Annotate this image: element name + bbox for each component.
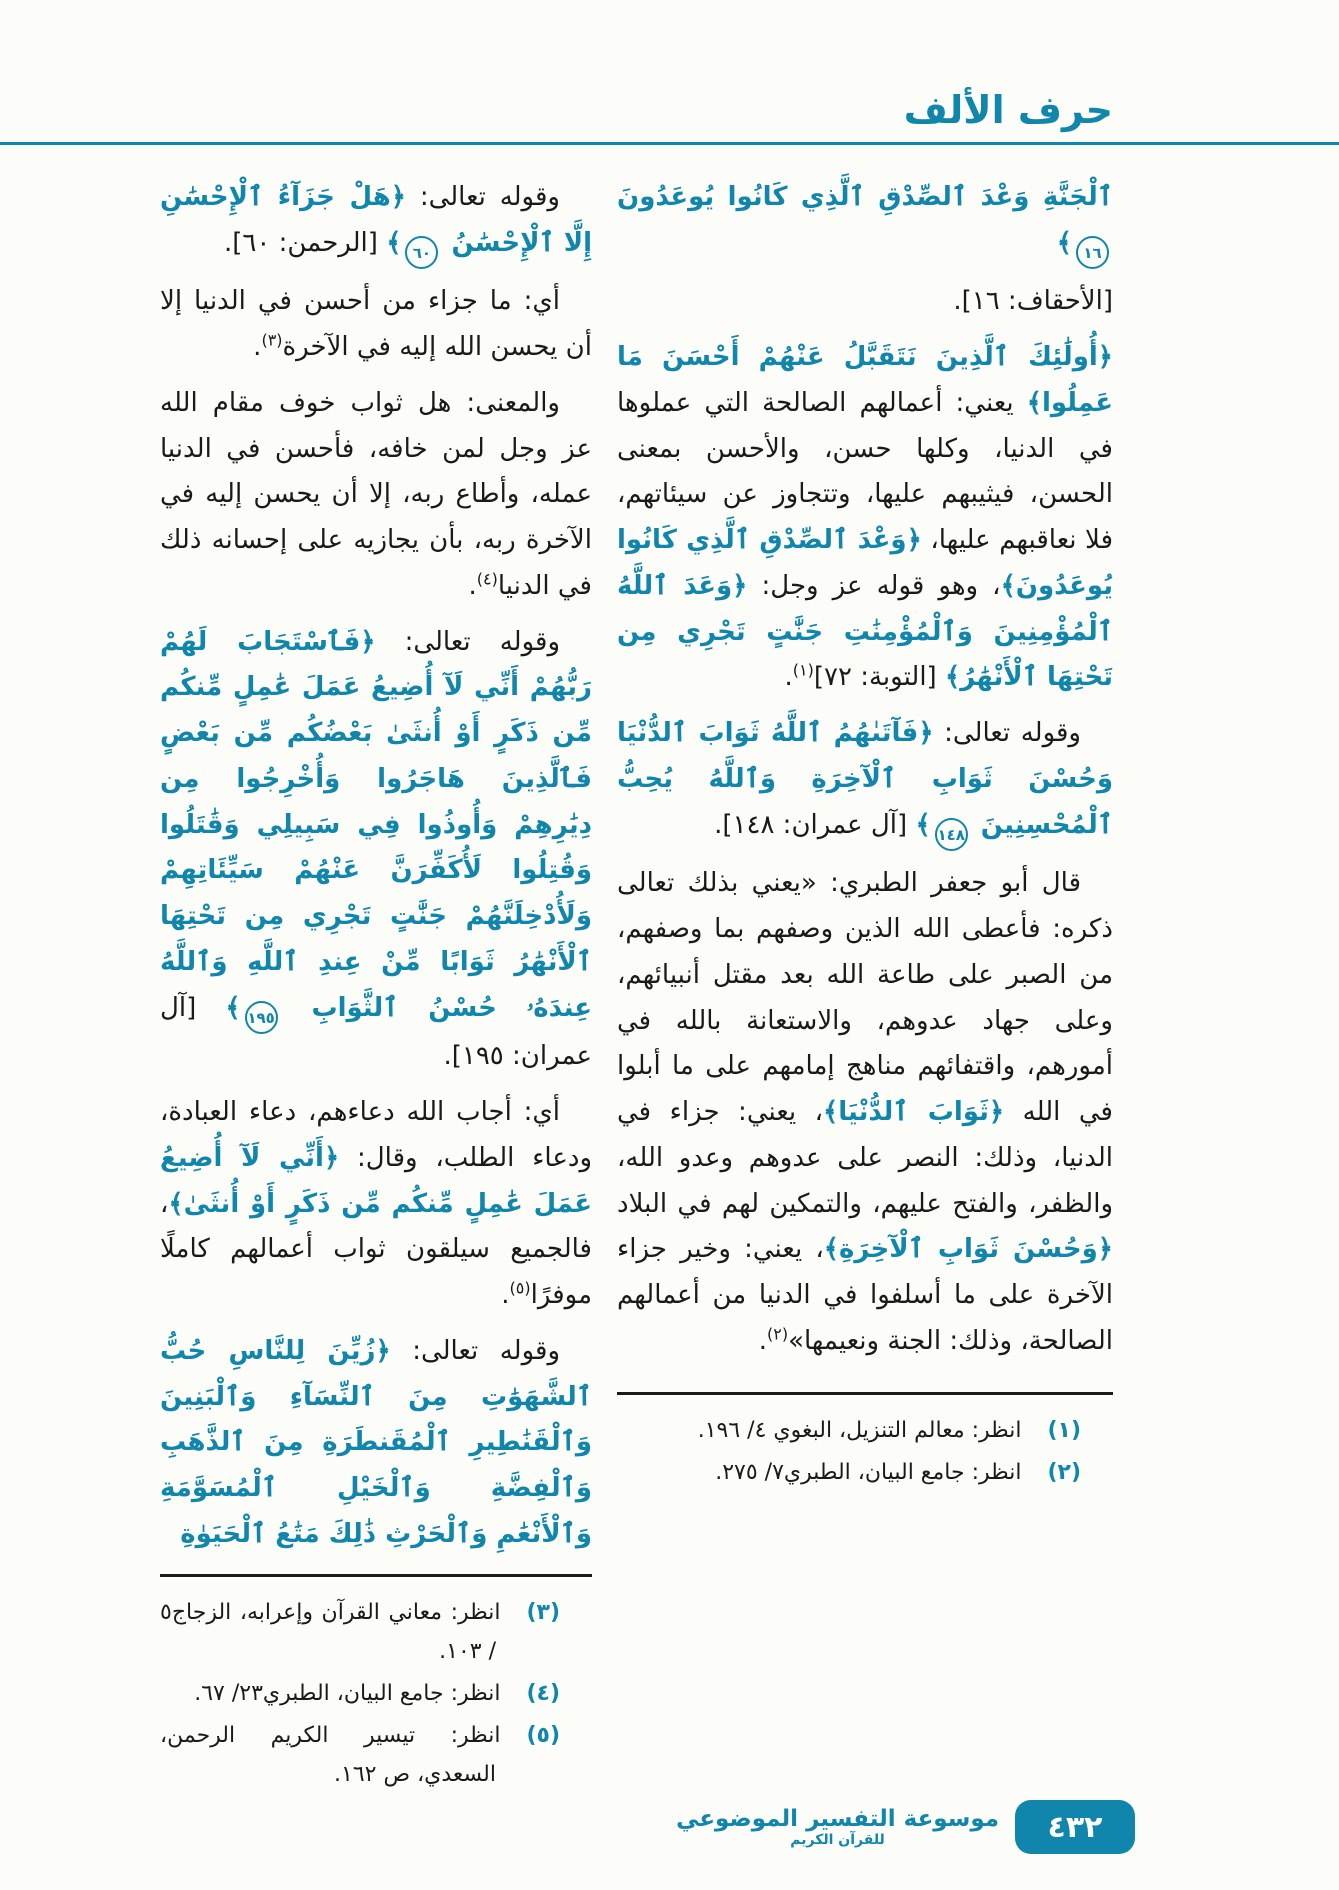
- body-text: أي: ما جزاء من أحسن في الدنيا إلا أن يحسن الله إليه في الآخرة: [160, 286, 592, 363]
- body-text: قال أبو جعفر الطبري: «يعني بذلك تعالى ذكره: فأعطى الله الذين وصفهم بما وصفهم، من الصبر على طاعة الله بعد مقتل أنبيائهم، وعلى جهاد عدوهم، والاستعانة بالله في أمورهم، واقتفائهم مناهج إمامهم على ما أبلوا في الله: [617, 868, 1113, 1128]
- quran-quote: ﴿فَآتَىٰهُمُ ٱللَّهُ ثَوَابَ ٱلدُّنْيَا وَحُسْنَ ثَوَابِ ٱلْآخِرَةِ وَٱللَّهُ يُحِبُّ ٱلْمُحْسِنِينَ: [617, 718, 1113, 840]
- quran-quote: ﴿وَحُسْنَ ثَوَابِ ٱلْآخِرَةِ﴾: [823, 1234, 1113, 1265]
- verse-reference: [الأحقاف: ١٦].: [953, 286, 1113, 317]
- footnote-marker: (٢): [766, 1324, 789, 1344]
- quran-citation-paragraph: [160, 620, 592, 1080]
- quran-bracket: ﴾: [915, 809, 931, 840]
- body-text: .: [784, 662, 793, 693]
- body-text: وقوله تعالى:: [390, 1335, 560, 1366]
- quran-quote: ﴿ثَوَابَ ٱلدُّنْيَا﴾: [823, 1097, 1005, 1128]
- body-text: وقوله تعالى:: [933, 718, 1081, 749]
- verse-reference: [آل عمران: ١٩٥].: [160, 992, 592, 1072]
- footnote-number: (٣): [526, 1599, 560, 1625]
- footnotes-section-left: [160, 1568, 592, 1798]
- verse-reference-line: [617, 279, 1113, 325]
- footnote: [617, 1453, 1113, 1492]
- tafsir-paragraph: [160, 381, 592, 610]
- footnote: [160, 1593, 592, 1671]
- body-text: والمعنى: هل ثواب خوف مقام الله عز وجل لمن خافه، فأحسن في الدنيا عمله، وأطاع ربه، إلا أن يحسن إليه في الآخرة ربه، بأن يجازيه على إحسانه ذلك في الدنيا: [160, 387, 592, 601]
- body-text: ، وهو قوله عز وجل:: [747, 570, 1001, 601]
- footnotes-section-right: [617, 1386, 1113, 1495]
- quran-bracket: ﴾: [1056, 227, 1072, 258]
- tafsir-paragraph: [617, 861, 1113, 1364]
- body-text: .: [501, 1280, 510, 1311]
- ayah-number: ١٦: [1076, 236, 1109, 269]
- footnote-text: انظر: معالم التنزيل، البغوي ٤/ ١٩٦.: [697, 1417, 1022, 1443]
- column-left: [160, 175, 592, 1797]
- quran-quote: ﴿أَنِّي لَآ أُضِيعُ عَمَلَ عَٰمِلٍ مِّنكُم مِّن ذَكَرٍ أَوْ أُنثَىٰ﴾: [160, 1142, 592, 1219]
- publisher-seal: [676, 1806, 999, 1849]
- footnote-marker: (١): [792, 660, 814, 680]
- column-right: [617, 175, 1113, 1495]
- body-text: يعني: أعمالهم الصالحة التي عملوها في الدنيا، وكلها حسن، والأحسن بمعنى الحسن، فيثيبهم عليها، وتتجاوز عن سيئاتهم، فلا نعاقبهم عليها،: [617, 387, 1113, 556]
- footnote-marker: (٤): [476, 569, 498, 589]
- footnote-text: انظر: تيسير الكريم الرحمن، السعدي، ص ١٦٢.: [160, 1723, 501, 1788]
- footnote-marker: (٥): [509, 1278, 531, 1298]
- ayah-number: ١٤٨: [935, 818, 968, 851]
- footnote-text: انظر: جامع البيان، الطبري٧/ ٢٧٥.: [715, 1459, 1022, 1485]
- quran-bracket: ﴾: [225, 992, 241, 1023]
- quran-quote: ٱلْجَنَّةِ وَعْدَ ٱلصِّدْقِ ٱلَّذِي كَانُوا يُوعَدُونَ: [617, 182, 1113, 212]
- footnote-marker: (٣): [261, 330, 283, 350]
- body-text: .: [758, 1325, 767, 1356]
- page-number: ٤٣٢: [1047, 1809, 1103, 1845]
- footnote-number: (٥): [526, 1723, 560, 1749]
- body-text: أي: أجاب الله دعاءهم، دعاء العبادة، ودعاء الطلب، وقال:: [160, 1097, 593, 1173]
- footnote-text: انظر: جامع البيان، الطبري٢٣/ ٦٧.: [194, 1680, 501, 1706]
- quran-bracket: ﴾: [386, 227, 402, 258]
- quran-citation-paragraph: [160, 1329, 592, 1558]
- quran-citation-paragraph: [160, 175, 592, 269]
- verse-reference: [آل عمران: ١٤٨].: [714, 809, 916, 840]
- tafsir-paragraph: [160, 1090, 592, 1319]
- chapter-heading: حرف الألف: [903, 88, 1113, 132]
- body-text: ، فالجميع سيلقون ثواب أعمالهم كاملًا موفرًا: [160, 1188, 592, 1311]
- tafsir-paragraph: [160, 279, 592, 371]
- page-footer: [676, 1800, 1135, 1854]
- quran-quote: ﴿هَلْ جَزَآءُ ٱلْإِحْسَٰنِ إِلَّا ٱلْإِحْسَٰنُ: [160, 182, 592, 258]
- tafsir-paragraph: [617, 335, 1113, 701]
- body-text: ، يعني: وخير جزاء الآخرة على ما أسلفوا في الدنيا من أعمالهم الصالحة، وذلك: الجنة ونعيمها»: [617, 1234, 1113, 1356]
- page-header: [0, 0, 1339, 132]
- seal-subtitle: للقرآن الكريم: [790, 1832, 885, 1849]
- body-text: ، يعني: جزاء في الدنيا، وذلك: النصر على عدوهم وعدو الله، والظفر، والفتح عليهم، والتمكين لهم في البلاد: [617, 1097, 1113, 1219]
- quran-quote: ﴿وَعَدَ ٱللَّهُ ٱلْمُؤْمِنِينَ وَٱلْمُؤْمِنَٰتِ جَنَّٰتٍ تَجْرِي مِن تَحْتِهَا ٱلْأَنْهَٰرُ﴾: [617, 570, 1113, 693]
- quran-citation-paragraph: [617, 711, 1113, 851]
- footnote: [160, 1716, 592, 1794]
- ayah-number: ١٩٥: [245, 1001, 278, 1034]
- quran-quote: ﴿أُولَٰئِكَ ٱلَّذِينَ نَتَقَبَّلُ عَنْهُمْ أَحْسَنَ مَا عَمِلُوا﴾: [617, 342, 1113, 418]
- footnote-number: (٤): [526, 1680, 560, 1706]
- quran-quote: ﴿زُيِّنَ لِلنَّاسِ حُبُّ ٱلشَّهَوَٰتِ مِنَ ٱلنِّسَآءِ وَٱلْبَنِينَ وَٱلْقَنَٰطِيرِ ٱلْمُقَنطَرَةِ مِنَ ٱلذَّهَبِ وَٱلْفِضَّةِ وَٱلْخَيْلِ ٱلْمُسَوَّمَةِ وَٱلْأَنْعَٰمِ وَٱلْحَرْثِ ذَٰلِكَ مَتَٰعُ ٱلْحَيَوٰةِ: [160, 1335, 592, 1549]
- footnote: [160, 1674, 592, 1713]
- content-columns: [0, 145, 1339, 1797]
- footnote-text: انظر: معاني القرآن وإعرابه، الزجاج٥ / ١٠٣.: [160, 1599, 501, 1664]
- verse-reference: [الرحمن: ٦٠].: [224, 227, 387, 258]
- footnote-separator: [617, 1392, 1113, 1395]
- footnote-number: (٢): [1047, 1459, 1081, 1485]
- body-text: .: [468, 570, 477, 601]
- body-text: .: [253, 332, 262, 363]
- body-text: وقوله تعالى:: [406, 182, 560, 212]
- body-text: وقوله تعالى:: [375, 626, 560, 657]
- footnote-number: (١): [1047, 1417, 1081, 1443]
- quran-quote: ﴿وَعْدَ ٱلصِّدْقِ ٱلَّذِي كَانُوا يُوعَدُونَ﴾: [617, 525, 1113, 601]
- page-number-badge: [1015, 1800, 1135, 1854]
- verse-reference: [التوبة: ٧٢]: [813, 662, 945, 693]
- footnote: [617, 1411, 1113, 1450]
- ayah-number: ٦٠: [405, 236, 438, 269]
- seal-title: موسوعة التفسير الموضوعي: [676, 1805, 999, 1832]
- footnote-separator: [160, 1574, 592, 1577]
- quran-quote: ﴿فَٱسْتَجَابَ لَهُمْ رَبُّهُمْ أَنِّي لَآ أُضِيعُ عَمَلَ عَٰمِلٍ مِّنكُم مِّن ذَكَرٍ أَوْ أُنثَىٰ بَعْضُكُم مِّن بَعْضٍ فَٱلَّذِينَ هَاجَرُوا وَأُخْرِجُوا مِن دِيَٰرِهِمْ وَأُوذُوا فِي سَبِيلِي وَقَٰتَلُوا وَقُتِلُوا لَأُكَفِّرَنَّ عَنْهُمْ سَيِّئَاتِهِمْ وَلَأُدْخِلَنَّهُمْ جَنَّٰتٍ تَجْرِي مِن تَحْتِهَا ٱلْأَنْهَٰرُ ثَوَابًا مِّنْ عِندِ ٱللَّهِ وَٱللَّهُ عِندَهُۥ حُسْنُ ٱلثَّوَابِ: [160, 626, 592, 1023]
- quran-verse-continuation: [617, 175, 1113, 269]
